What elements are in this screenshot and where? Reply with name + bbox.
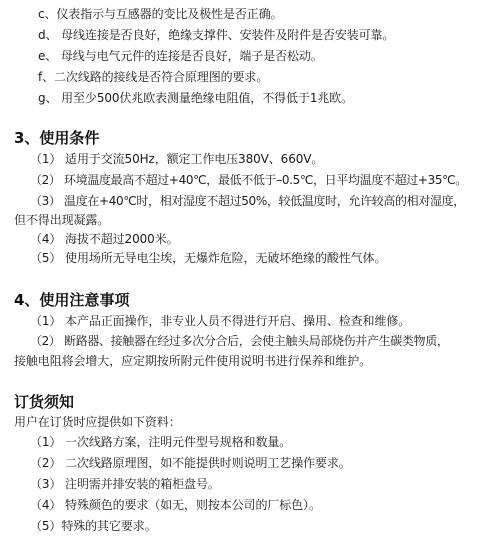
- inspection-item-d: d、 母线连接是否良好，绝缘支撑件、安装件及附件是否安装可靠。: [38, 28, 395, 42]
- inspection-item-g: g、 用至少500伏兆欧表测量绝缘电阻值，不得低于1兆欧。: [38, 91, 354, 105]
- precaution-item-1: （1） 本产品正面操作，非专业人员不得进行开启、操用、检查和维修。: [30, 314, 411, 328]
- inspection-item-e: e、 母线与电气元件的连接是否良好，端子是否松动。: [38, 49, 323, 63]
- section-4-title: 4、使用注意事项: [14, 291, 130, 309]
- ordering-title: 订货须知: [14, 393, 75, 411]
- ordering-item-2: （2） 二次线路原理图，如不能提供时则说明工艺操作要求。: [30, 456, 351, 470]
- condition-item-2: （2） 环境温度最高不超过+40℃，最低不低于–0.5℃，日平均温度不超过+35℃。: [30, 173, 467, 187]
- ordering-intro: 用户在订货时应提供如下资料：: [14, 415, 181, 429]
- condition-item-1: （1） 适用于交流50Hz，额定工作电压380V、660V。: [30, 152, 324, 166]
- ordering-item-5: （5）特殊的其它要求。: [30, 519, 157, 533]
- precaution-item-2-continued: 接触电阻将会增大，应定期按所附元件使用说明书进行保养和维护。: [14, 354, 372, 368]
- section-3-title: 3、使用条件: [14, 129, 100, 147]
- inspection-item-c: c、仪表指示与互感器的变比及极性是否正确。: [38, 7, 283, 21]
- ordering-item-3: （3） 注明需并排安装的箱柜盘号。: [30, 477, 220, 491]
- condition-item-4: （4） 海拔不超过2000米。: [30, 232, 179, 246]
- inspection-item-f: f、二次线路的接线是否符合原理图的要求。: [38, 70, 269, 84]
- condition-item-5: （5） 使用场所无导电尘埃，无爆炸危险，无破坏绝缘的酸性气体。: [30, 251, 387, 265]
- precaution-item-2: （2） 断路器、接触器在经过多次分合后，会使主触头局部烧伤并产生碳类物质，: [30, 334, 449, 348]
- ordering-item-1: （1） 一次线路方案，注明元件型号规格和数量。: [30, 435, 292, 449]
- condition-item-3: （3） 温度在+40℃时，相对湿度不超过50%，较低温度时，允许较高的相对湿度，: [30, 194, 465, 208]
- condition-item-3-continued: 但不得出现凝露。: [14, 213, 110, 227]
- ordering-item-4: （4） 特殊颜色的要求（如无，则按本公司的厂标色）。: [30, 498, 321, 512]
